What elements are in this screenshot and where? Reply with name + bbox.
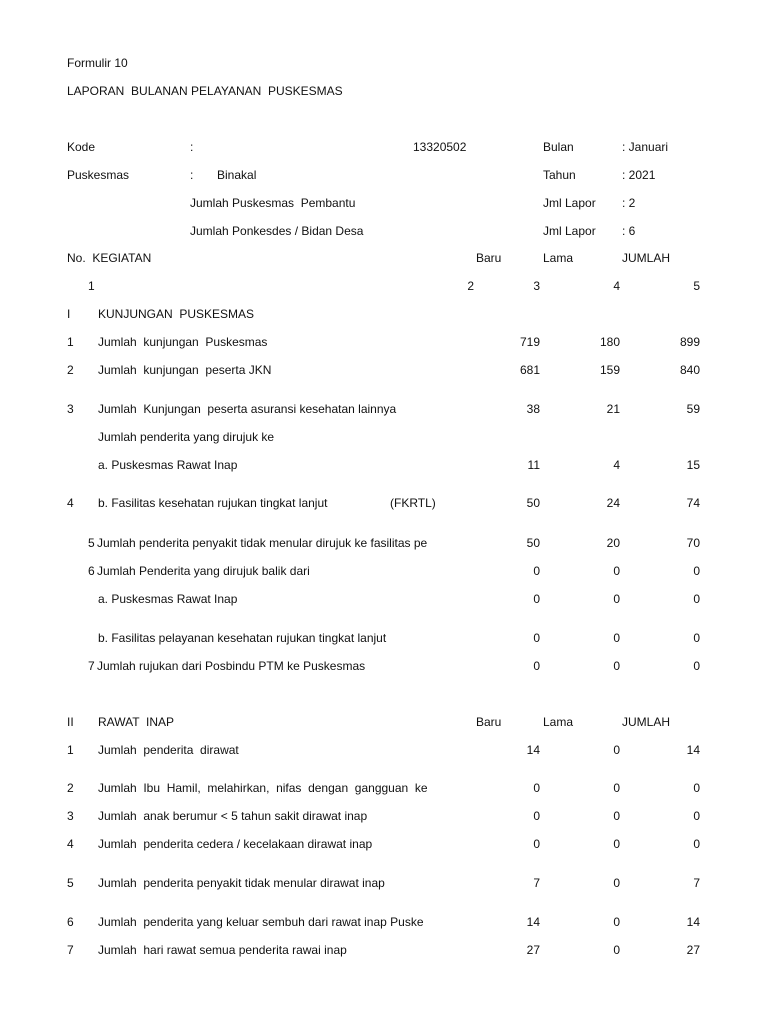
value-baru: 0 bbox=[533, 564, 540, 578]
value-jumlah: 0 bbox=[693, 809, 700, 823]
bulan-value: : Januari bbox=[622, 140, 669, 154]
value-jumlah: 840 bbox=[679, 363, 700, 377]
kode-label: Kode bbox=[67, 140, 96, 154]
value-baru: 719 bbox=[519, 335, 540, 349]
row-label: Jumlah penderita penyakit tidak menular dirawat inap bbox=[98, 876, 385, 890]
section-title: KUNJUNGAN PUSKESMAS bbox=[98, 307, 255, 321]
value-baru: 0 bbox=[533, 809, 540, 823]
value-lama: 24 bbox=[606, 496, 620, 510]
row-number: 6 bbox=[67, 915, 74, 929]
row-label: a. Puskesmas Rawat Inap bbox=[98, 458, 238, 472]
value-jumlah: 0 bbox=[693, 659, 700, 673]
section-number: II bbox=[67, 715, 74, 729]
value-jumlah: 0 bbox=[693, 592, 700, 606]
column-header-baru: Baru bbox=[476, 251, 502, 265]
pustu-label: Jumlah Puskesmas Pembantu bbox=[190, 196, 356, 210]
value-lama: 4 bbox=[613, 458, 620, 472]
row-label: b. Fasilitas pelayanan kesehatan rujukan tingkat lanjut bbox=[98, 631, 387, 645]
value-baru: 0 bbox=[533, 631, 540, 645]
page-title: LAPORAN BULANAN PELAYANAN PUSKESMAS bbox=[67, 84, 343, 98]
puskesmas-value: Binakal bbox=[217, 168, 257, 182]
column-header-lama: Lama bbox=[543, 715, 574, 729]
column-header-kegiatan: No. KEGIATAN bbox=[67, 251, 152, 265]
value-jumlah: 14 bbox=[686, 915, 700, 929]
row-label: a. Puskesmas Rawat Inap bbox=[98, 592, 238, 606]
row-number: 3 bbox=[67, 402, 74, 416]
value-lama: 0 bbox=[613, 781, 620, 795]
value-baru: 7 bbox=[533, 876, 540, 890]
value-jumlah: 14 bbox=[686, 743, 700, 757]
column-number: 4 bbox=[613, 279, 620, 293]
value-lama: 159 bbox=[599, 363, 620, 377]
value-baru: 0 bbox=[533, 659, 540, 673]
row-label: Jumlah penderita cedera / kecelakaan dirawat inap bbox=[98, 837, 373, 851]
row-label: Jumlah penderita yang dirujuk ke bbox=[98, 430, 275, 444]
column-header-jumlah: JUMLAH bbox=[622, 251, 671, 265]
value-jumlah: 59 bbox=[686, 402, 700, 416]
tahun-value: : 2021 bbox=[622, 168, 656, 182]
row-label: Jumlah kunjungan peserta JKN bbox=[98, 363, 272, 377]
row-number: 2 bbox=[67, 363, 74, 377]
row-label: Jumlah penderita yang keluar sembuh dari rawat inap Puske bbox=[98, 915, 424, 929]
value-jumlah: 0 bbox=[693, 781, 700, 795]
value-lama: 0 bbox=[613, 564, 620, 578]
value-lama: 21 bbox=[606, 402, 620, 416]
value-baru: 14 bbox=[526, 915, 540, 929]
value-jumlah: 15 bbox=[686, 458, 700, 472]
column-number: 3 bbox=[533, 279, 540, 293]
value-baru: 14 bbox=[526, 743, 540, 757]
row-number: 4 bbox=[67, 837, 74, 851]
row-label: Jumlah Penderita yang dirujuk balik dari bbox=[97, 564, 310, 578]
tahun-label: Tahun bbox=[543, 168, 576, 182]
row-number: 4 bbox=[67, 496, 74, 510]
row-number: 2 bbox=[67, 781, 74, 795]
row-label: b. Fasilitas kesehatan rujukan tingkat lanjut bbox=[98, 496, 328, 510]
ponkesdes-label: Jumlah Ponkesdes / Bidan Desa bbox=[190, 224, 364, 238]
row-number: 5 bbox=[88, 536, 95, 550]
value-lama: 0 bbox=[613, 943, 620, 957]
row-label-suffix: (FKRTL) bbox=[390, 496, 436, 510]
value-lama: 0 bbox=[613, 809, 620, 823]
value-lama: 0 bbox=[613, 837, 620, 851]
value-lama: 20 bbox=[606, 536, 620, 550]
value-lama: 0 bbox=[613, 659, 620, 673]
row-label: Jumlah rujukan dari Posbindu PTM ke Puskesmas bbox=[97, 659, 366, 673]
value-lama: 0 bbox=[613, 592, 620, 606]
value-lama: 0 bbox=[613, 631, 620, 645]
value-baru: 50 bbox=[526, 536, 540, 550]
row-label: Jumlah penderita penyakit tidak menular dirujuk ke fasilitas pe bbox=[97, 536, 428, 550]
puskesmas-label: Puskesmas bbox=[67, 168, 130, 182]
row-number: 7 bbox=[67, 943, 74, 957]
row-number: 1 bbox=[67, 743, 74, 757]
column-header-jumlah: JUMLAH bbox=[622, 715, 671, 729]
value-jumlah: 7 bbox=[693, 876, 700, 890]
column-number: 1 bbox=[88, 279, 95, 293]
value-baru: 27 bbox=[526, 943, 540, 957]
column-header-lama: Lama bbox=[543, 251, 574, 265]
puskesmas-colon: : bbox=[190, 168, 194, 182]
value-jumlah: 0 bbox=[693, 837, 700, 851]
value-jumlah: 899 bbox=[679, 335, 700, 349]
form-label: Formulir 10 bbox=[67, 56, 128, 70]
value-lama: 0 bbox=[613, 743, 620, 757]
row-label: Jumlah Kunjungan peserta asuransi kesehatan lainnya bbox=[98, 402, 397, 416]
jml-lapor-label: Jml Lapor bbox=[543, 224, 596, 238]
value-baru: 11 bbox=[527, 458, 540, 472]
value-jumlah: 70 bbox=[686, 536, 700, 550]
jml-lapor-label: Jml Lapor bbox=[543, 196, 596, 210]
value-baru: 0 bbox=[533, 781, 540, 795]
row-label: Jumlah Ibu Hamil, melahirkan, nifas dengan gangguan ke bbox=[98, 781, 428, 795]
row-number: 1 bbox=[67, 335, 74, 349]
value-baru: 0 bbox=[533, 837, 540, 851]
value-lama: 0 bbox=[613, 915, 620, 929]
section-number: I bbox=[67, 307, 71, 321]
value-baru: 50 bbox=[526, 496, 540, 510]
row-number: 7 bbox=[88, 659, 95, 673]
value-lama: 0 bbox=[613, 876, 620, 890]
row-label: Jumlah anak berumur < 5 tahun sakit dirawat inap bbox=[98, 809, 368, 823]
row-number: 3 bbox=[67, 809, 74, 823]
row-label: Jumlah kunjungan Puskesmas bbox=[98, 335, 268, 349]
jml-lapor-value: : 2 bbox=[622, 196, 636, 210]
jml-lapor-value: : 6 bbox=[622, 224, 636, 238]
kode-value: 13320502 bbox=[413, 140, 467, 154]
kode-colon: : bbox=[190, 140, 194, 154]
value-lama: 180 bbox=[599, 335, 620, 349]
value-jumlah: 0 bbox=[693, 564, 700, 578]
value-baru: 681 bbox=[519, 363, 540, 377]
value-jumlah: 27 bbox=[686, 943, 700, 957]
value-jumlah: 74 bbox=[686, 496, 700, 510]
row-number: 6 bbox=[88, 564, 95, 578]
row-label: Jumlah penderita dirawat bbox=[98, 743, 239, 757]
value-baru: 0 bbox=[533, 592, 540, 606]
section-title: RAWAT INAP bbox=[98, 715, 175, 729]
row-label: Jumlah hari rawat semua penderita rawai inap bbox=[98, 943, 347, 957]
column-number: 2 bbox=[467, 279, 474, 293]
bulan-label: Bulan bbox=[543, 140, 574, 154]
value-jumlah: 0 bbox=[693, 631, 700, 645]
column-header-baru: Baru bbox=[476, 715, 502, 729]
row-number: 5 bbox=[67, 876, 74, 890]
column-number: 5 bbox=[693, 279, 700, 293]
value-baru: 38 bbox=[526, 402, 540, 416]
